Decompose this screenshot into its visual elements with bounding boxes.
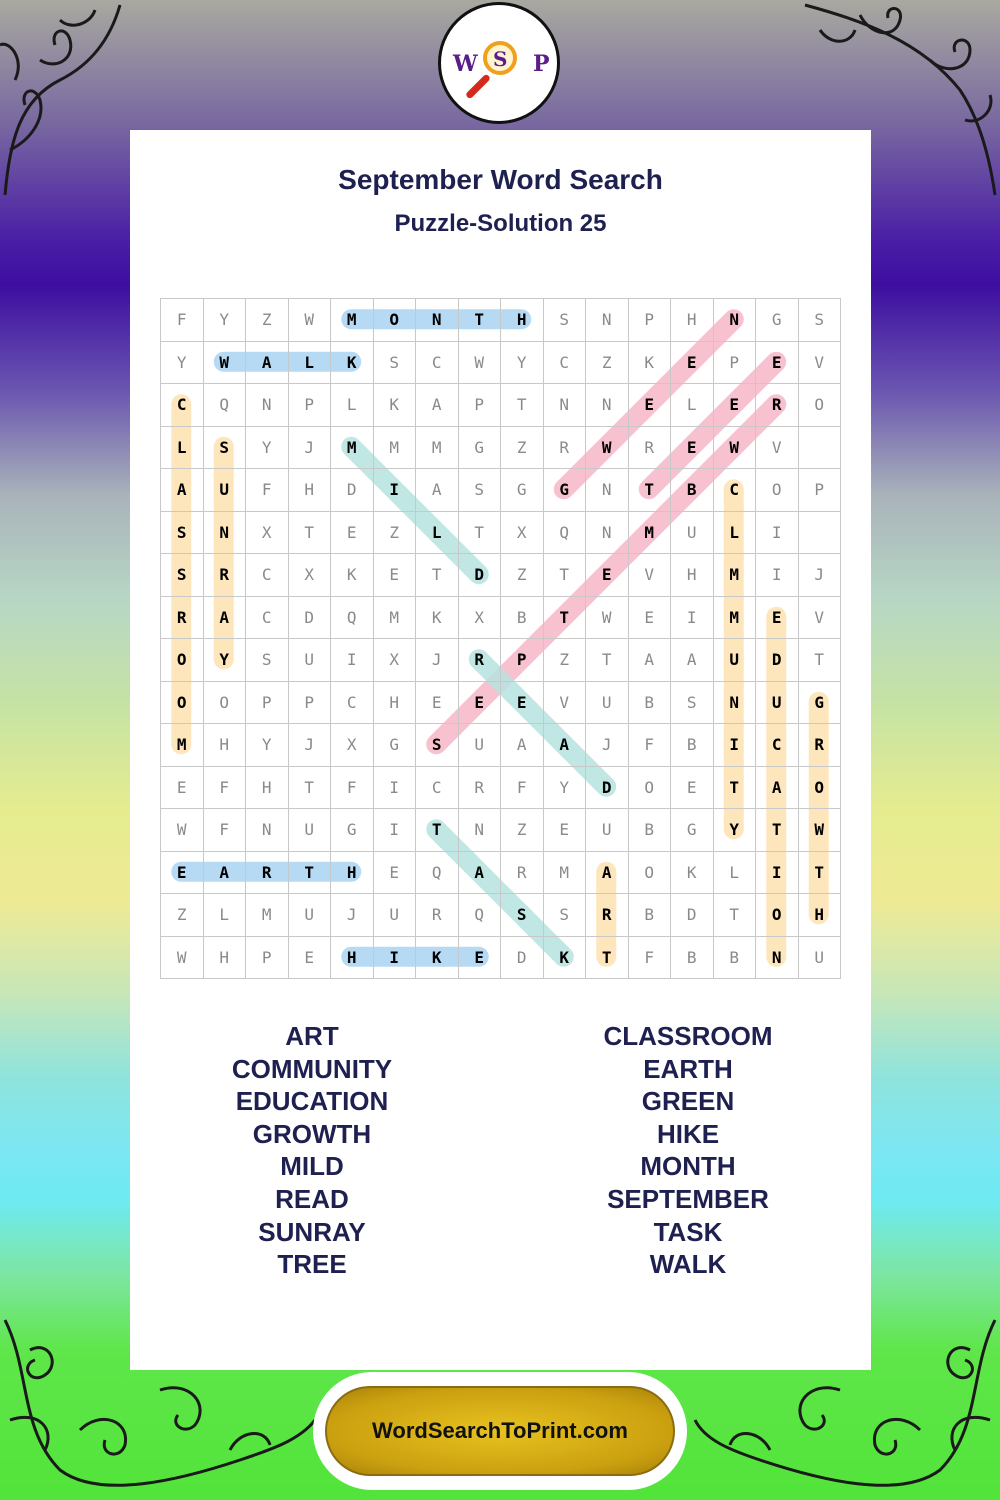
word-list-item: COMMUNITY [231, 1053, 393, 1084]
grid-cell: S [374, 342, 417, 385]
grid-cell: D [331, 469, 374, 512]
grid-cell: T [289, 852, 332, 895]
grid-cell: E [586, 554, 629, 597]
grid-cell: H [799, 894, 842, 937]
grid-cell: N [246, 809, 289, 852]
word-list-item: MONTH [640, 1151, 736, 1182]
grid-cell: E [416, 682, 459, 725]
grid-cell: J [289, 724, 332, 767]
word-list-item: TASK [653, 1216, 723, 1247]
grid-cell: G [544, 469, 587, 512]
grid-cell: U [289, 894, 332, 937]
grid-cell: T [544, 597, 587, 640]
grid-cell: E [289, 937, 332, 980]
grid-cell: T [756, 809, 799, 852]
grid-cell: A [586, 852, 629, 895]
grid-cell: U [204, 469, 247, 512]
grid-cell: E [629, 384, 672, 427]
grid-cell: N [714, 299, 757, 342]
grid-cell: R [629, 427, 672, 470]
grid-cell: N [756, 937, 799, 980]
grid-cell: H [671, 299, 714, 342]
page-subtitle: Puzzle-Solution 25 [394, 210, 607, 237]
grid-cell: G [501, 469, 544, 512]
grid-cell: C [544, 342, 587, 385]
grid-cell: I [374, 937, 417, 980]
grid-cell: E [161, 767, 204, 810]
grid-cell: A [544, 724, 587, 767]
grid-cell: R [501, 852, 544, 895]
grid-cell: Y [246, 427, 289, 470]
grid-cell: P [799, 469, 842, 512]
grid-cell: F [161, 299, 204, 342]
grid-cell: C [416, 767, 459, 810]
grid-cell: W [586, 597, 629, 640]
grid-cell: O [629, 852, 672, 895]
grid-cell: R [756, 384, 799, 427]
grid-cell: T [416, 809, 459, 852]
grid-cell: H [671, 554, 714, 597]
grid-cell: S [459, 469, 502, 512]
grid-cell: E [459, 682, 502, 725]
grid-cell: C [756, 724, 799, 767]
grid-cell: T [289, 512, 332, 555]
grid-cell: L [161, 427, 204, 470]
grid-cell: U [289, 809, 332, 852]
grid-cell: N [586, 469, 629, 512]
footer-website-link[interactable]: WordSearchToPrint.com [325, 1386, 675, 1476]
grid-cell: Z [544, 639, 587, 682]
grid-cell: P [714, 342, 757, 385]
grid-cell: A [756, 767, 799, 810]
grid-cell: P [246, 937, 289, 980]
grid-cell: G [799, 682, 842, 725]
word-list-item: SUNRAY [258, 1216, 366, 1247]
grid-cell: P [289, 682, 332, 725]
grid-cell: S [161, 512, 204, 555]
grid-cell: R [799, 724, 842, 767]
grid-cell: V [799, 342, 842, 385]
grid-cell: P [289, 384, 332, 427]
grid-cell: M [374, 427, 417, 470]
logo-letter-w: W [453, 51, 478, 77]
grid-cell: A [161, 469, 204, 512]
grid-cell: N [204, 512, 247, 555]
grid-cell: J [586, 724, 629, 767]
grid-cell: O [756, 469, 799, 512]
grid-cell: M [161, 724, 204, 767]
grid-cell: O [374, 299, 417, 342]
grid-cell: M [331, 299, 374, 342]
grid-cell: W [204, 342, 247, 385]
ornament-top-left [0, 0, 130, 200]
grid-cell: H [204, 724, 247, 767]
grid-cell: X [459, 597, 502, 640]
word-list-left [162, 1020, 462, 1281]
grid-cell: E [714, 384, 757, 427]
grid-cell: B [629, 809, 672, 852]
grid-cell: S [161, 554, 204, 597]
grid-cell: Q [416, 852, 459, 895]
grid-cell: F [629, 937, 672, 980]
grid-cell: J [289, 427, 332, 470]
grid-cell: M [374, 597, 417, 640]
word-list-item: MILD [280, 1151, 344, 1182]
grid-cell: B [714, 937, 757, 980]
grid-cell: S [204, 427, 247, 470]
grid-cell: K [416, 937, 459, 980]
word-list-item: HIKE [656, 1118, 720, 1149]
grid-cell: T [459, 512, 502, 555]
grid-cell: D [586, 767, 629, 810]
grid-cell: Y [204, 299, 247, 342]
grid-cell: T [544, 554, 587, 597]
grid-cell: Y [714, 809, 757, 852]
grid-cell: Y [246, 724, 289, 767]
grid-cell: M [416, 427, 459, 470]
grid-cell: H [374, 682, 417, 725]
grid-cell: N [714, 682, 757, 725]
grid-cell: L [204, 894, 247, 937]
grid-cell: R [204, 554, 247, 597]
grid-cell [799, 427, 842, 470]
grid-cell: U [374, 894, 417, 937]
grid-cell: Z [501, 809, 544, 852]
grid-cell: H [204, 937, 247, 980]
grid-cell: S [544, 894, 587, 937]
grid-cell: W [161, 937, 204, 980]
grid-cell: G [756, 299, 799, 342]
grid-cell: O [161, 639, 204, 682]
grid-cell: J [799, 554, 842, 597]
grid-cell: R [459, 767, 502, 810]
grid-cell: U [586, 682, 629, 725]
grid-cell: Z [586, 342, 629, 385]
grid-cell: C [714, 469, 757, 512]
grid-cell: F [246, 469, 289, 512]
grid-cell: P [629, 299, 672, 342]
magnifier-handle [465, 73, 491, 99]
grid-cell: M [544, 852, 587, 895]
grid-cell: I [756, 554, 799, 597]
grid-cell: D [501, 937, 544, 980]
grid-cell: E [629, 597, 672, 640]
grid-cell: F [204, 767, 247, 810]
grid-cell: I [374, 767, 417, 810]
grid-cell: N [544, 384, 587, 427]
grid-cell: F [501, 767, 544, 810]
grid-cell: Q [204, 384, 247, 427]
grid-cell: B [629, 682, 672, 725]
grid-cell: A [204, 852, 247, 895]
grid-cell: V [544, 682, 587, 725]
grid-cell: G [331, 809, 374, 852]
grid-cell: S [544, 299, 587, 342]
grid-cell: J [416, 639, 459, 682]
grid-cell: F [331, 767, 374, 810]
grid-cell: W [161, 809, 204, 852]
grid-cell: I [671, 597, 714, 640]
grid-cell: L [671, 384, 714, 427]
grid-cell: B [501, 597, 544, 640]
grid-cell: K [374, 384, 417, 427]
grid-cell: K [416, 597, 459, 640]
puzzle-sheet [130, 130, 871, 1370]
grid-cell: R [246, 852, 289, 895]
page-title: September Word Search [338, 164, 663, 195]
grid-cell: Y [204, 639, 247, 682]
grid-cell: B [671, 937, 714, 980]
grid-cell: L [331, 384, 374, 427]
grid-cell: O [799, 384, 842, 427]
grid-cell: H [331, 937, 374, 980]
grid-cell: W [289, 299, 332, 342]
grid-cell: H [246, 767, 289, 810]
grid-cell: P [246, 682, 289, 725]
grid-cell: R [161, 597, 204, 640]
grid-cell: Y [161, 342, 204, 385]
grid-cell: C [246, 554, 289, 597]
grid-cell: E [331, 512, 374, 555]
grid-cell: K [671, 852, 714, 895]
grid-cell: D [289, 597, 332, 640]
grid-cell: I [331, 639, 374, 682]
grid-cell: T [586, 937, 629, 980]
grid-cell: X [331, 724, 374, 767]
grid-cell: U [459, 724, 502, 767]
grid-cell: N [586, 384, 629, 427]
grid-cell: K [331, 342, 374, 385]
grid-cell: L [714, 852, 757, 895]
grid-cell: I [374, 469, 417, 512]
grid-cell: U [714, 639, 757, 682]
grid-cell: T [799, 639, 842, 682]
grid-cell: S [671, 682, 714, 725]
grid-cell: G [374, 724, 417, 767]
grid-cell: D [756, 639, 799, 682]
grid-cell: W [586, 427, 629, 470]
grid-cell: K [544, 937, 587, 980]
grid-cell: M [629, 512, 672, 555]
word-list-item: GREEN [641, 1086, 735, 1117]
grid-cell: C [246, 597, 289, 640]
grid-cell: B [671, 724, 714, 767]
grid-cell: A [416, 469, 459, 512]
grid-cell: A [501, 724, 544, 767]
grid-cell: Z [501, 427, 544, 470]
grid-cell: E [459, 937, 502, 980]
grid-cell: N [246, 384, 289, 427]
grid-cell: E [374, 554, 417, 597]
grid-cell: R [544, 427, 587, 470]
logo-letter-p: P [533, 51, 550, 77]
grid-cell: D [459, 554, 502, 597]
grid-cell: N [416, 299, 459, 342]
grid-cell: U [586, 809, 629, 852]
grid-cell: W [799, 809, 842, 852]
grid-cell: N [459, 809, 502, 852]
grid-cell: E [756, 597, 799, 640]
grid-cell: X [289, 554, 332, 597]
grid-cell: K [331, 554, 374, 597]
grid-cell: T [416, 554, 459, 597]
grid-cell: A [204, 597, 247, 640]
grid-cell: L [289, 342, 332, 385]
grid-cell: J [331, 894, 374, 937]
grid-cell: N [586, 299, 629, 342]
word-list-item: GROWTH [252, 1118, 372, 1149]
grid-cell: U [671, 512, 714, 555]
grid-cell: M [331, 427, 374, 470]
grid-cell: T [714, 767, 757, 810]
grid-cell: W [714, 427, 757, 470]
grid-cell: S [799, 299, 842, 342]
grid-cell: S [246, 639, 289, 682]
grid-cell: M [246, 894, 289, 937]
grid-cell: T [289, 767, 332, 810]
grid-cell: F [629, 724, 672, 767]
grid-cell: M [714, 597, 757, 640]
grid-cell: I [374, 809, 417, 852]
grid-cell: B [629, 894, 672, 937]
grid-cell: N [586, 512, 629, 555]
grid-cell: R [416, 894, 459, 937]
grid-cell: R [586, 894, 629, 937]
grid-cell: B [671, 469, 714, 512]
grid-cell: V [756, 427, 799, 470]
grid-cell: T [799, 852, 842, 895]
grid-cell: U [799, 937, 842, 980]
grid-cell: Q [544, 512, 587, 555]
word-list-item: TREE [277, 1249, 347, 1280]
grid-cell: Z [161, 894, 204, 937]
grid-cell: O [799, 767, 842, 810]
grid-cell: E [671, 767, 714, 810]
grid-cell: C [161, 384, 204, 427]
grid-cell: F [204, 809, 247, 852]
grid-cell: A [459, 852, 502, 895]
grid-cell: I [756, 852, 799, 895]
letter-grid [160, 298, 841, 979]
grid-cell: E [671, 427, 714, 470]
word-list-item: READ [275, 1183, 349, 1214]
word-list-item: CLASSROOM [603, 1021, 773, 1051]
grid-cell: P [501, 639, 544, 682]
grid-cell: Y [501, 342, 544, 385]
grid-cell: X [246, 512, 289, 555]
word-list-item: ART [285, 1021, 339, 1051]
grid-cell: A [246, 342, 289, 385]
grid-cell: I [756, 512, 799, 555]
grid-cell: U [289, 639, 332, 682]
grid-cell: T [714, 894, 757, 937]
grid-cell: O [629, 767, 672, 810]
grid-cell: A [629, 639, 672, 682]
grid-cell: T [629, 469, 672, 512]
word-list-right [538, 1020, 838, 1281]
grid-cell: U [756, 682, 799, 725]
grid-cell: M [714, 554, 757, 597]
grid-cell: D [671, 894, 714, 937]
grid-cell: Q [331, 597, 374, 640]
word-list-item: EARTH [643, 1053, 733, 1084]
grid-cell: C [331, 682, 374, 725]
grid-cell: X [374, 639, 417, 682]
grid-cell: C [416, 342, 459, 385]
grid-cell: E [544, 809, 587, 852]
grid-cell: A [671, 639, 714, 682]
grid-cell: T [501, 384, 544, 427]
grid-cell: Z [501, 554, 544, 597]
grid-cell: Z [246, 299, 289, 342]
grid-cell: K [629, 342, 672, 385]
grid-cell: R [459, 639, 502, 682]
grid-cell: O [204, 682, 247, 725]
grid-cell: E [374, 852, 417, 895]
word-list-item: WALK [649, 1249, 727, 1280]
grid-cell: H [289, 469, 332, 512]
grid-cell: L [416, 512, 459, 555]
grid-cell: O [756, 894, 799, 937]
grid-cell: E [161, 852, 204, 895]
word-list-item: SEPTEMBER [607, 1183, 769, 1214]
grid-cell: V [799, 597, 842, 640]
grid-cell: T [586, 639, 629, 682]
grid-cell: Q [459, 894, 502, 937]
grid-cell: H [501, 299, 544, 342]
grid-cell: P [459, 384, 502, 427]
grid-cell: W [459, 342, 502, 385]
grid-cell: E [756, 342, 799, 385]
grid-cell: I [714, 724, 757, 767]
grid-cell: Y [544, 767, 587, 810]
grid-cell: E [671, 342, 714, 385]
grid-cell: G [671, 809, 714, 852]
grid-cell: V [629, 554, 672, 597]
grid-cell: Z [374, 512, 417, 555]
word-list-item: EDUCATION [235, 1086, 389, 1117]
logo-letter-s: S [493, 47, 508, 71]
site-logo [438, 2, 560, 124]
grid-cell: X [501, 512, 544, 555]
grid-cell: A [416, 384, 459, 427]
grid-cell: H [331, 852, 374, 895]
grid-cell: S [416, 724, 459, 767]
grid-cell: G [459, 427, 502, 470]
grid-cell: S [501, 894, 544, 937]
grid-cell [799, 512, 842, 555]
grid-cell: L [714, 512, 757, 555]
grid-cell: T [459, 299, 502, 342]
grid-cell: E [501, 682, 544, 725]
grid-cell: O [161, 682, 204, 725]
